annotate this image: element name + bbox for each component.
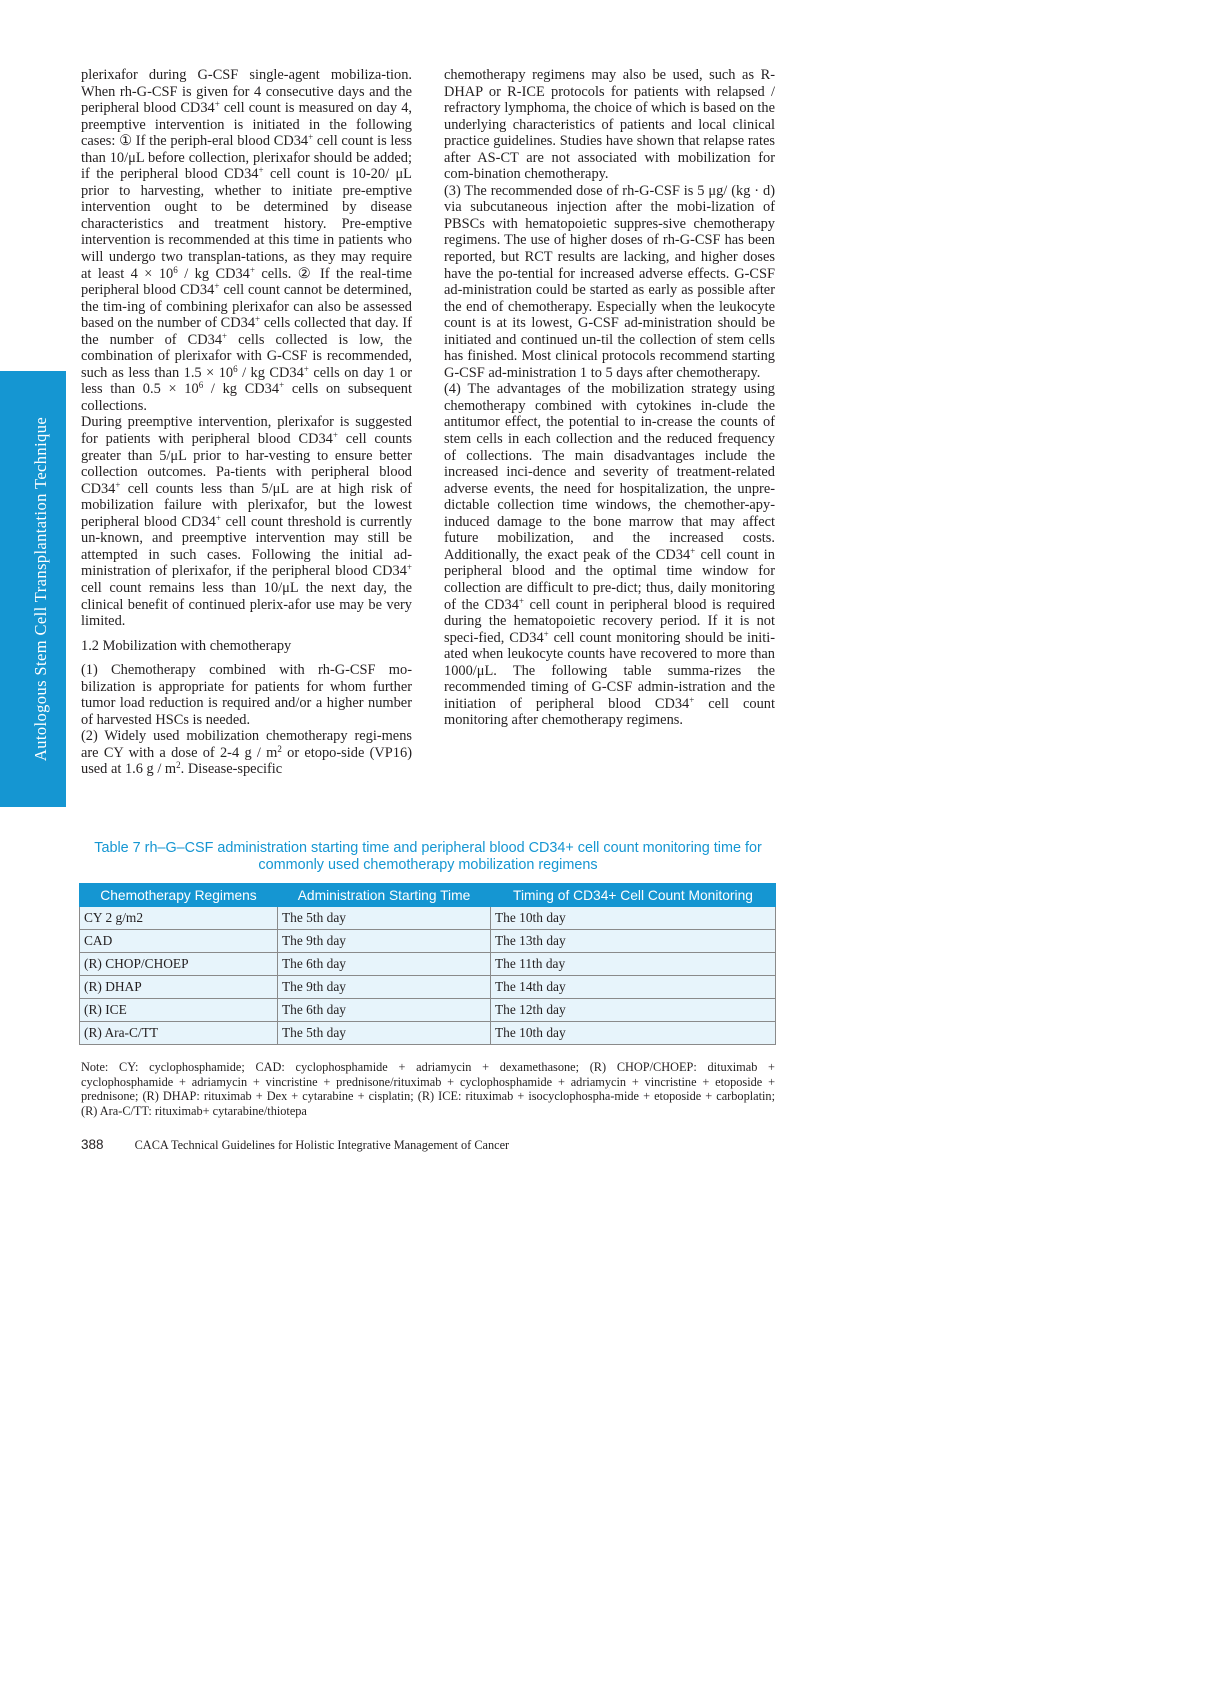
left-column bbox=[81, 67, 412, 778]
table-row bbox=[80, 907, 776, 930]
regimens-table bbox=[79, 883, 776, 1045]
superscript: + bbox=[690, 545, 696, 556]
superscript: + bbox=[222, 330, 228, 341]
text-run: cell count remains less than 10/μL the next day, the clinical benefit of continued plerix-afor use may be very limited. bbox=[81, 579, 412, 630]
superscript: + bbox=[279, 380, 285, 391]
left-paragraph-4 bbox=[81, 728, 412, 778]
text-run: cells. ② If the real-time peripheral blood CD34 bbox=[81, 265, 412, 299]
superscript: + bbox=[689, 694, 695, 705]
superscript: + bbox=[258, 165, 264, 176]
text-run: / kg CD34 bbox=[203, 381, 280, 398]
column-header: Timing of CD34+ Cell Count Monitoring bbox=[491, 884, 776, 907]
table-row bbox=[80, 976, 776, 999]
superscript: 6 bbox=[233, 363, 238, 374]
text-run: or etopo-side (VP16) used at 1.6 g / m bbox=[81, 744, 412, 778]
table-cell: The 6th day bbox=[278, 999, 491, 1022]
superscript: + bbox=[543, 628, 549, 639]
text-run: cell count monitoring should be initi-ated when leukocyte counts have recovered to more than 1000/μL. The following table summa-rizes the recommended timing of G-CSF admin-istration and the initiation of peripheral blood CD34 bbox=[444, 629, 775, 712]
table-row bbox=[80, 953, 776, 976]
superscript: + bbox=[308, 132, 314, 143]
column-header: Administration Starting Time bbox=[278, 884, 491, 907]
superscript: + bbox=[115, 479, 121, 490]
table-cell: The 9th day bbox=[278, 976, 491, 999]
table-caption: Table 7 rh–G–CSF administration starting time and peripheral blood CD34+ cell count monitoring time for commonly used chemotherapy mobilization regimens bbox=[94, 840, 762, 873]
table-cell: The 10th day bbox=[491, 1022, 776, 1045]
superscript: + bbox=[249, 264, 255, 275]
table-cell: (R) Ara-C/TT bbox=[80, 1022, 278, 1045]
table-cell: CY 2 g/m2 bbox=[80, 907, 278, 930]
page-footer bbox=[81, 1137, 509, 1153]
text-run: cells on day 1 or less than 0.5 × 10 bbox=[81, 364, 412, 398]
superscript: 2 bbox=[176, 760, 181, 771]
text-run: cell count is less than 10/μL before collection, plerixafor should be added; if the peripheral blood CD34 bbox=[81, 133, 412, 183]
table-cell: The 9th day bbox=[278, 930, 491, 953]
text-run: / kg CD34 bbox=[237, 364, 304, 381]
table-row bbox=[80, 930, 776, 953]
table-cell: The 12th day bbox=[491, 999, 776, 1022]
text-run: cell count in peripheral blood is required during the hematopoietic recovery period. If it is not speci-fied, CD34 bbox=[444, 596, 775, 646]
table-cell: The 10th day bbox=[491, 907, 776, 930]
left-paragraph-2 bbox=[81, 414, 412, 629]
text-run: cells collected that day. If the number of CD34 bbox=[81, 315, 412, 348]
text-run: cells collected is low, the combination of plerixafor with G-CSF is recommended, such as less than 1.5 × 10 bbox=[81, 331, 412, 381]
right-paragraph-1: chemotherapy regimens may also be used, such as R-DHAP or R-ICE protocols for patients with relapsed / refractory lymphoma, the choice of which is based on the underlying characteristics of patients and local clinical practice guidelines. Studies have shown that relapse rates after AS-CT are not associated with mobilization for com-bination chemotherapy. bbox=[444, 67, 775, 183]
text-run: cell count monitoring after chemotherapy regimens. bbox=[444, 695, 775, 729]
table-cell: CAD bbox=[80, 930, 278, 953]
text-run: cell count is measured on day 4, preemptive intervention is initiated in the following cases: ① If the periph-eral blood CD34 bbox=[81, 100, 413, 150]
table-header-row bbox=[80, 884, 776, 907]
text-run: cell count cannot be determined, the tim-ing of combining plerixafor can also be assessed based on the number of CD34 bbox=[81, 282, 413, 332]
book-title: CACA Technical Guidelines for Holistic Integrative Management of Cancer bbox=[134, 1138, 510, 1152]
table-cell: (R) DHAP bbox=[80, 976, 278, 999]
table-row bbox=[80, 999, 776, 1022]
text-run: . Disease-specific bbox=[180, 761, 283, 778]
table-cell: The 5th day bbox=[278, 907, 491, 930]
text-run: plerixafor during G-CSF single-agent mobiliza-tion. When rh-G-CSF is given for 4 consecutive days and the peripheral blood CD34 bbox=[81, 67, 412, 117]
side-tab-label: Autologous Stem Cell Transplantation Technique bbox=[31, 416, 50, 762]
text-run: During preemptive intervention, plerixafor is suggested for patients with peripheral blood CD34 bbox=[81, 414, 412, 448]
left-paragraph-3: (1) Chemotherapy combined with rh-G-CSF mo-bilization is appropriate for patients for whom further tumor load reduction is required and/or a higher number of harvested HSCs is needed. bbox=[81, 662, 412, 728]
superscript: 6 bbox=[173, 264, 178, 275]
superscript: + bbox=[214, 99, 220, 110]
table-cell: The 5th day bbox=[278, 1022, 491, 1045]
text-run: cell counts less than 5/μL are at high risk of mobilization failure with plerixafor, but the lowest peripheral blood CD34 bbox=[81, 480, 412, 530]
text-run: (4) The advantages of the mobilization strategy using chemotherapy combined with cytokines in-clude the antitumor effect, the potential to in-crease the counts of stem cells in each collection and the reduced frequency of collections. The main disadvantages include the increased inci-dence and severity of treatment-related adverse events, the need for hospitalization, the unpre-dictable collection time windows, the chemother-apy-induced damage to the bone marrow that may affect future mobilization, and the increased costs. Additionally, the exact peak of the CD34 bbox=[444, 381, 775, 563]
superscript: + bbox=[255, 314, 261, 325]
superscript: + bbox=[303, 363, 309, 374]
table-cell: The 13th day bbox=[491, 930, 776, 953]
superscript: + bbox=[332, 430, 338, 441]
column-header: Chemotherapy Regimens bbox=[80, 884, 278, 907]
text-run: cell count is 10-20/ μL prior to harvesting, whether to initiate pre-emptive intervention ought to be determined by disease characteristics and treatment history. Pre-emptive intervention is recommended at this time in patients who will undergo two transplan-tations, as they may require at least 4 × 10 bbox=[81, 166, 412, 282]
superscript: + bbox=[406, 562, 412, 573]
table-cell: (R) ICE bbox=[80, 999, 278, 1022]
text-run: cell counts greater than 5/μL prior to har-vesting to ensure better collection outcomes. Pa-tients with peripheral blood CD34 bbox=[81, 431, 412, 497]
right-paragraph-3 bbox=[444, 381, 775, 728]
text-run: (2) Widely used mobilization chemotherapy regi-mens are CY with a dose of 2-4 g / m bbox=[81, 728, 412, 761]
table-row bbox=[80, 1022, 776, 1045]
table-cell: The 14th day bbox=[491, 976, 776, 999]
text-run: cell count threshold is currently un-known, and preemptive intervention may still be attempted in such cases. Following the initial ad-ministration of plerixafor, if the peripheral blood CD34 bbox=[81, 513, 413, 580]
superscript: + bbox=[518, 595, 524, 606]
superscript: + bbox=[214, 281, 220, 292]
section-heading: 1.2 Mobilization with chemotherapy bbox=[81, 637, 292, 654]
table-note: Note: CY: cyclophosphamide; CAD: cyclophosphamide + adriamycin + dexamethasone; (R) CHOP/CHOEP: dituximab + cyclophosphamide + adriamycin + vincristine + prednisone/rituximab + cyclophosphamide + adriamycin + vincristine + etoposide + prednisone; (R) DHAP: rituximab + Dex + cytarabine + cisplatin; (R) ICE: rituximab + isocyclophospha-mide + etoposide + carboplatin; (R) Ara-C/TT: rituximab+ cytarabine/thiotepa bbox=[81, 1060, 775, 1118]
text-run: cell count in peripheral blood and the optimal time window for collection are difficult to pre-dict; thus, daily monitoring of the CD34 bbox=[444, 546, 775, 613]
page-number: 388 bbox=[81, 1137, 104, 1152]
table-cell: The 6th day bbox=[278, 953, 491, 976]
superscript: 2 bbox=[277, 743, 282, 754]
right-paragraph-2: (3) The recommended dose of rh-G-CSF is 5 μg/ (kg · d) via subcutaneous injection after the mobi-lization of PBSCs with hematopoietic suppres-sive chemotherapy regimens. The use of higher doses of rh-G-CSF has been reported, but RCT results are lacking, and higher doses have the po-tential for increased adverse effects. G-CSF ad-ministration could be started as early as possible after the end of chemotherapy. Especially when the leukocyte count is at its lowest, G-CSF ad-ministration should be initiated and continued un-til the collection of stem cells has finished. Most clinical protocols recommend starting G-CSF ad-ministration 1 to 5 days after chemotherapy. bbox=[444, 182, 775, 381]
right-column bbox=[444, 67, 775, 729]
table-cell: (R) CHOP/CHOEP bbox=[80, 953, 278, 976]
superscript: + bbox=[215, 512, 221, 523]
table-cell: The 11th day bbox=[491, 953, 776, 976]
text-run: / kg CD34 bbox=[177, 265, 250, 282]
left-paragraph-1 bbox=[81, 67, 412, 414]
text-run: cells on subsequent collections. bbox=[81, 381, 412, 414]
superscript: 6 bbox=[198, 380, 204, 391]
